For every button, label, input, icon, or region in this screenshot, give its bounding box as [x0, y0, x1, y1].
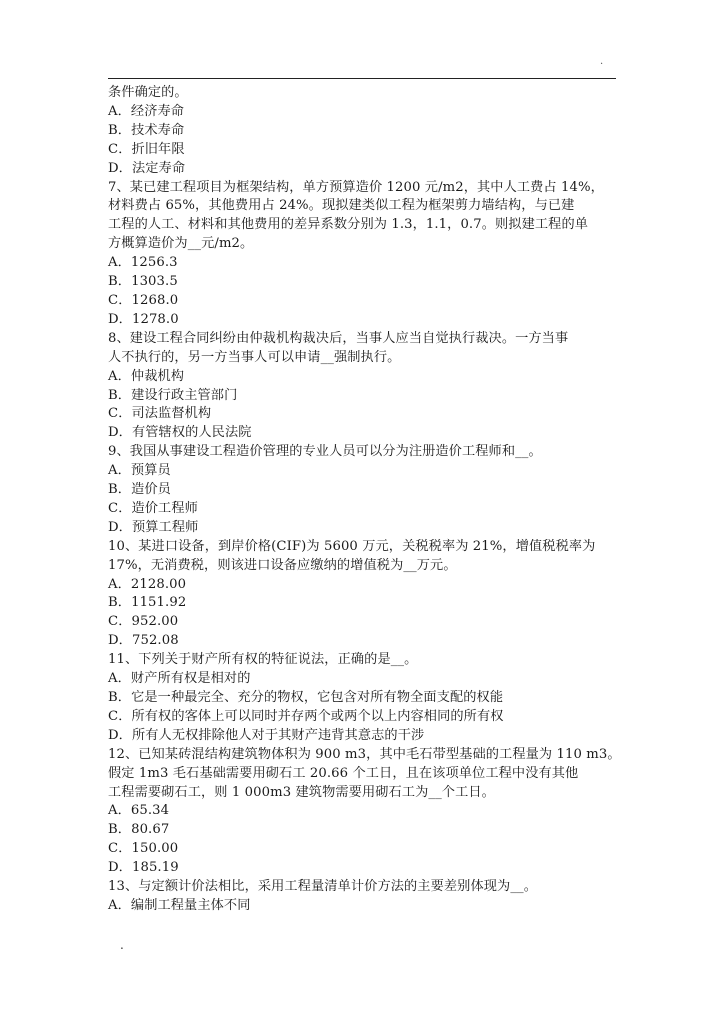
header-mark: . [600, 56, 604, 67]
text-line: D．185.19 [108, 860, 179, 876]
text-line: 材料费占 65%，其他费用占 24%。现拟建类似工程为框架剪力墙结构，与已建 [108, 198, 575, 214]
text-line: B．1151.92 [108, 595, 187, 611]
text-line: C．造价工程师 [108, 500, 198, 516]
text-line: 9、我国从事建设工程造价管理的专业人员可以分为注册造价工程师和__。 [108, 444, 542, 460]
text-line: C．折旧年限 [108, 141, 185, 157]
text-line: 13、与定额计价法相比，采用工程量清单计价方法的主要差别体现为__。 [108, 879, 537, 895]
text-line: C．150.00 [108, 841, 179, 857]
text-line: 人不执行的，另一方当事人可以申请__强制执行。 [108, 349, 401, 365]
text-line: C．952.00 [108, 614, 179, 630]
document-body [108, 84, 620, 916]
text-line: 条件确定的。 [108, 85, 188, 100]
text-line: A．2128.00 [108, 576, 187, 592]
text-line: 方概算造价为__元/m2。 [108, 236, 254, 252]
text-line: B．技术寿命 [108, 122, 185, 138]
text-line: C．所有权的客体上可以同时并存两个或两个以上内容相同的所有权 [108, 708, 504, 724]
text-line: 11、下列关于财产所有权的特征说法，正确的是__。 [108, 652, 418, 668]
text-line: A．65.34 [108, 803, 170, 819]
text-line: A．预算员 [108, 463, 171, 479]
text-line: A．编制工程量主体不同 [108, 897, 251, 913]
text-line: D．1278.0 [108, 311, 179, 327]
text-line: D．752.08 [108, 633, 179, 649]
footer-mark: . [120, 938, 124, 952]
header-rule [108, 78, 616, 79]
text-line: B．它是一种最完全、充分的物权，它包含对所有物全面支配的权能 [108, 690, 504, 705]
text-line: A．经济寿命 [108, 103, 185, 119]
text-line: B．80.67 [108, 822, 170, 838]
text-line: 工程需要砌石工，则 1 000m3 建筑物需要用砌石工为__个工日。 [108, 784, 495, 800]
text-line: 17%，无消费税，则该进口设备应缴纳的增值税为__万元。 [108, 557, 457, 573]
text-line: B．1303.5 [108, 274, 178, 290]
text-line: D．所有人无权排除他人对于其财产违背其意志的干涉 [108, 727, 425, 743]
text-line: B．建设行政主管部门 [108, 387, 238, 403]
text-line: 工程的人工、材料和其他费用的差异系数分别为 1.3，1.1，0.7。则拟建工程的单 [108, 217, 589, 233]
text-line: 7、某已建工程项目为框架结构，单方预算造价 1200 元/m2，其中人工费占 14%， [108, 179, 604, 195]
text-line: A．1256.3 [108, 255, 178, 271]
text-line: D．有管辖权的人民法院 [108, 425, 252, 441]
text-line: A．仲裁机构 [108, 368, 185, 384]
text-line: D．预算工程师 [108, 519, 199, 535]
text-line: C．1268.0 [108, 292, 179, 308]
text-line: 12、已知某砖混结构建筑物体积为 900 m3，其中毛石带型基础的工程量为 110 m3。 [108, 746, 621, 762]
text-line: C．司法监督机构 [108, 406, 212, 422]
text-line: 10、某进口设备，到岸价格(CIF)为 5600 万元，关税税率为 21%，增值税税率为 [108, 538, 596, 554]
text-line: A．财产所有权是相对的 [108, 671, 251, 687]
text-line: D．法定寿命 [108, 160, 186, 176]
text-line: 假定 1m3 毛石基础需要用砌石工 20.66 个工日，且在该项单位工程中没有其他 [108, 765, 579, 781]
text-line: 8、建设工程合同纠纷由仲裁机构裁决后，当事人应当自觉执行裁决。一方当事 [108, 330, 569, 346]
text-line: B．造价员 [108, 482, 171, 498]
